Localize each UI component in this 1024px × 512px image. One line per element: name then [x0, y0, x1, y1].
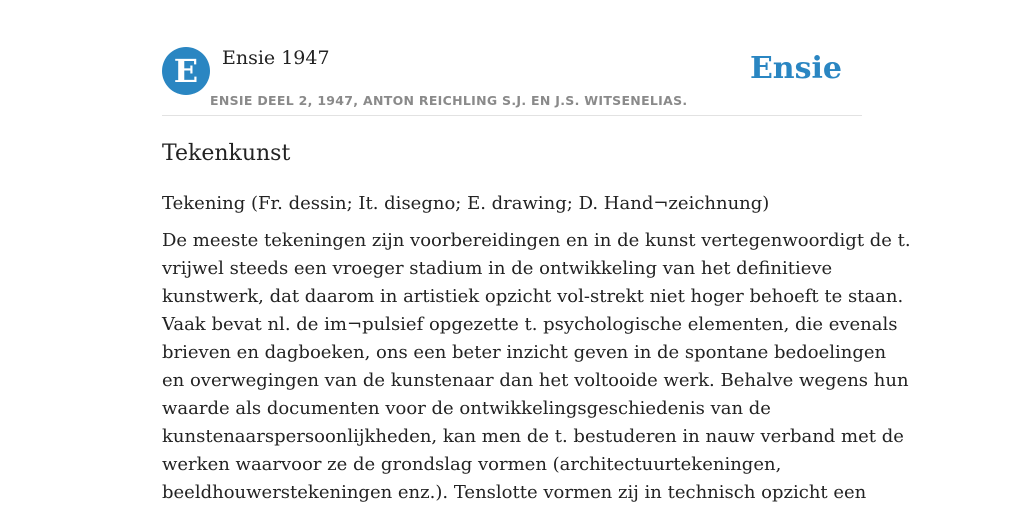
article-lead: Tekening (Fr. dessin; It. disegno; E. drawing; D. Hand¬zeichnung): [162, 193, 770, 214]
brand-logo[interactable]: Ensie: [749, 51, 842, 86]
body-line: Vaak bevat nl. de im¬pulsief opgezette t. psychologische elementen, die evenals: [162, 314, 898, 335]
article: [162, 138, 911, 507]
book-title[interactable]: Ensie 1947: [222, 47, 330, 69]
body-line: De meeste tekeningen zijn voorbereidingen en in de kunst vertegenwoordigt de t.: [162, 230, 911, 251]
book-subtitle: ENSIE DEEL 2, 1947, ANTON REICHLING S.J. EN J.S. WITSENELIAS.: [210, 93, 688, 108]
article-title: Tekenkunst: [162, 141, 291, 166]
body-line: kunstenaarspersoonlijkheden, kan men de t. bestuderen in nauw verband met de: [162, 426, 904, 447]
body-line: vrijwel steeds een vroeger stadium in de ontwikkeling van het definitieve: [162, 258, 833, 279]
body-line: beeldhouwerstekeningen enz.). Tenslotte vormen zij in technisch opzicht een: [162, 482, 867, 503]
body-line: werken waarvoor ze de grondslag vormen (architectuurtekeningen,: [162, 454, 782, 475]
article-body: [162, 227, 911, 507]
body-line: kunstwerk, dat daarom in artistiek opzicht vol-strekt niet hoger behoeft te staan.: [162, 286, 904, 307]
body-line: waarde als documenten voor de ontwikkelingsgeschiedenis van de: [162, 398, 771, 419]
ensie-logo-icon[interactable]: E: [162, 47, 210, 95]
body-line: en overwegingen van de kunstenaar dan het voltooide werk. Behalve wegens hun: [162, 370, 909, 391]
body-line: brieven en dagboeken, ons een beter inzicht geven in de spontane bedoelingen: [162, 342, 887, 363]
header: [162, 46, 862, 116]
header-divider: [162, 115, 862, 116]
